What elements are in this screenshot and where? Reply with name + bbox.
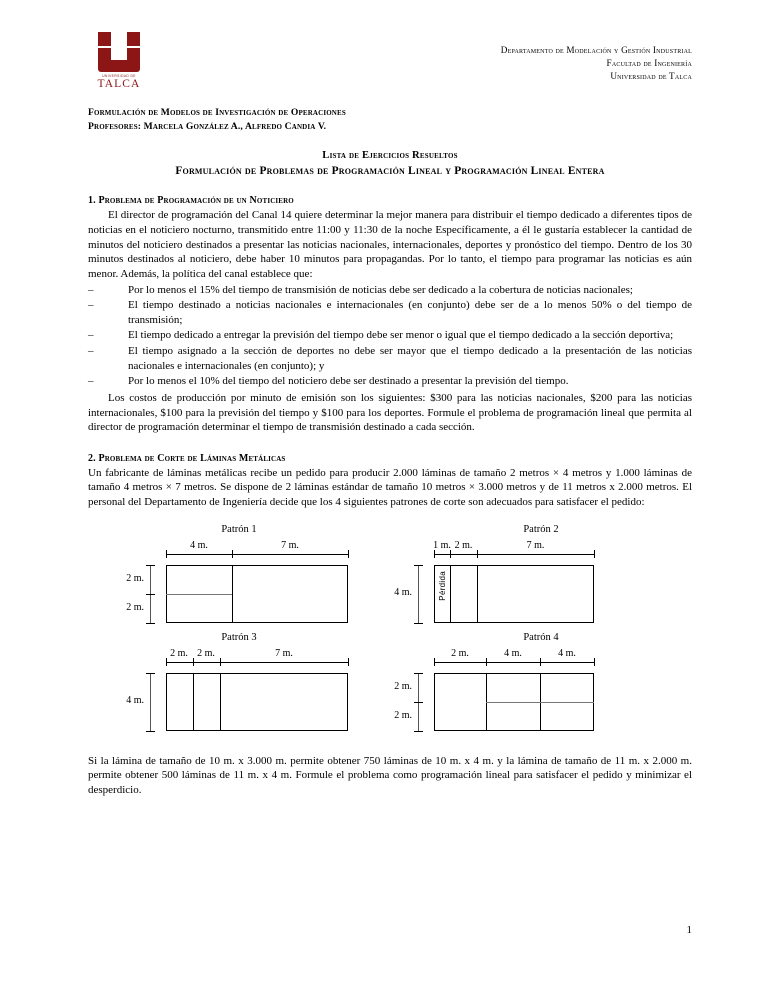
pattern-4-title: Patrón 4 [523, 631, 559, 643]
pattern-2-waste-label: Pérdida [438, 570, 447, 601]
course-info [88, 106, 692, 134]
pattern-row-2 [88, 632, 692, 740]
list-item-text: El tiempo destinado a noticias nacionales e internacionales (en conjunto) debe ser de a lo menos 50% o del tiempo de transmisión; [128, 299, 692, 326]
pattern-3-side-label-1: 4 m. [126, 694, 144, 706]
university-logo [88, 30, 150, 90]
pattern-1-side-label-1: 2 m. [126, 572, 144, 584]
bullet-marker: – [88, 329, 94, 342]
pattern-2-top-label-1: 1 m. [433, 539, 451, 551]
list-item [88, 344, 692, 373]
problem-1-heading: 1. Problema de Programación de un Noticiero [88, 195, 294, 207]
page-subtitle: Formulación de Problemas de Programación Lineal y Programación Lineal Entera [175, 165, 605, 178]
pattern-4 [390, 632, 692, 740]
course-professors: Profesores: Marcela González A., Alfredo Candia V. [88, 121, 327, 133]
pattern-3-title: Patrón 3 [221, 631, 257, 643]
cutting-patterns-figure [88, 524, 692, 740]
university-u-logo-icon [96, 32, 142, 72]
pattern-2-side-label-1: 4 m. [394, 586, 412, 598]
list-item [88, 328, 692, 343]
problem-1-paragraph-1: El director de programación del Canal 14 quiere determinar la mejor manera para distribuir el tiempo dedicado a diferentes tipos de noticias en el noticiero nocturno, transmitido entre 11:00 y 11:30 de la noche Específicamente, a él le gustaría establecer la cantidad de minutos del noticiero destinados a presentar las noticias nacionales, internacionales, deportes y pronóstico del tiempo. Dentro de los 30 minutos destinados al noticiero, debe haber 10 minutos para propagandas. Por lo tanto, el tiempo para programar las noticias es aún menor. Además, la política del canal establece que: [88, 209, 692, 280]
bullet-marker: – [88, 375, 94, 388]
pattern-2-top-label-2: 2 m. [454, 539, 473, 551]
bullet-marker: – [88, 283, 94, 296]
problem-1-conditions [88, 283, 692, 389]
pattern-4-top-label-1: 2 m. [451, 647, 469, 659]
pattern-4-top-label-2: 4 m. [504, 647, 522, 659]
pattern-4-side-label-1: 2 m. [394, 680, 412, 692]
pattern-1-diagram [88, 540, 390, 632]
pattern-3-top-label-2: 2 m. [197, 647, 215, 659]
list-item-text: Por lo menos el 15% del tiempo de transmisión de noticias debe ser dedicado a la cobertura de noticias nacionales; [128, 283, 633, 296]
list-item [88, 298, 692, 327]
bullet-marker: – [88, 299, 94, 312]
pattern-1-top-label-1: 4 m. [190, 539, 208, 551]
list-item-text: El tiempo dedicado a entregar la previsión del tiempo debe ser menor o igual que el tiempo dedicado a la sección deportiva; [128, 329, 674, 342]
bullet-marker: – [88, 345, 94, 357]
page-number: 1 [686, 924, 692, 936]
problem-1-paragraph-2: Los costos de producción por minuto de emisión son los siguientes: $300 para las noticias nacionales, $200 para las noticias internacionales, $100 para la previsión del tiempo y $100 para los deportes. Formule el problema de programación lineal que permita al director de programación determinar el tiempo de transmisión destinado a cada sección. [88, 391, 692, 434]
pattern-2-top-label-3: 7 m. [526, 539, 545, 551]
document-header [88, 30, 692, 94]
list-item [88, 283, 692, 298]
logo-name: TALCA [97, 78, 141, 90]
pattern-1-top-label-2: 7 m. [281, 539, 299, 551]
list-item [88, 374, 692, 389]
pattern-3 [88, 632, 390, 740]
list-item-text: Por lo menos el 10% del tiempo del noticiero debe ser destinado a presentar la previsión del tiempo. [128, 375, 569, 388]
pattern-row-1 [88, 524, 692, 632]
course-title: Formulación de Modelos de Investigación de Operaciones [88, 107, 346, 118]
problem-2-heading: 2. Problema de Corte de Láminas Metálicas [88, 452, 286, 464]
problem-2-paragraph-2: Si la lámina de tamaño de 10 m. x 3.000 m. permite obtener 750 láminas de 10 m. x 4 m. y la lámina de tamaño de 11 m. x 2.000 m. permite obtener 500 láminas de 11 m. x 4 m. Formule el problema como programación lineal para satisfacer el pedido y minimizar el desperdicio. [88, 754, 692, 796]
pattern-1-title: Patrón 1 [221, 523, 257, 535]
pattern-1-side-label-2: 2 m. [126, 601, 144, 613]
department-line-2: Facultad de Ingeniería [606, 58, 692, 69]
pattern-2-title: Patrón 2 [523, 523, 559, 535]
pattern-2 [390, 524, 692, 632]
list-item-text: El tiempo asignado a la sección de deportes no debe ser mayor que el tiempo dedicado a la presentación de las noticias nacionales e internacionales (en conjunto); y [128, 345, 692, 372]
pattern-2-diagram [390, 540, 692, 632]
page-title: Lista de Ejercicios Resueltos [322, 150, 458, 162]
pattern-4-side-label-2: 2 m. [394, 709, 412, 721]
pattern-1 [88, 524, 390, 632]
document-content [88, 30, 692, 798]
pattern-3-top-label-1: 2 m. [170, 647, 188, 659]
department-line-3: Universidad de Talca [610, 71, 692, 82]
department-lines [501, 30, 692, 83]
problem-2-paragraph-1: Un fabricante de láminas metálicas recibe un pedido para producir 2.000 láminas de tamaño 2 metros × 4 metros y 1.000 láminas de tamaño 4 metros × 7 metros. Se dispone de 2 láminas estándar de tamaño 10 metros × 3.000 metros y de 11 metros x 2.000 metros. El personal del Departamento de Ingeniería decide que los 4 siguientes patrones de corte son adecuados para satisfacer el pedido: [88, 466, 692, 508]
pattern-4-diagram [390, 648, 692, 740]
department-line-1: Departamento de Modelación y Gestión Industrial [500, 45, 692, 55]
pattern-4-top-label-3: 4 m. [558, 647, 576, 659]
pattern-3-top-label-3: 7 m. [275, 647, 293, 659]
logo-subtitle: UNIVERSIDAD DE [102, 74, 136, 78]
pattern-3-diagram [88, 648, 390, 740]
